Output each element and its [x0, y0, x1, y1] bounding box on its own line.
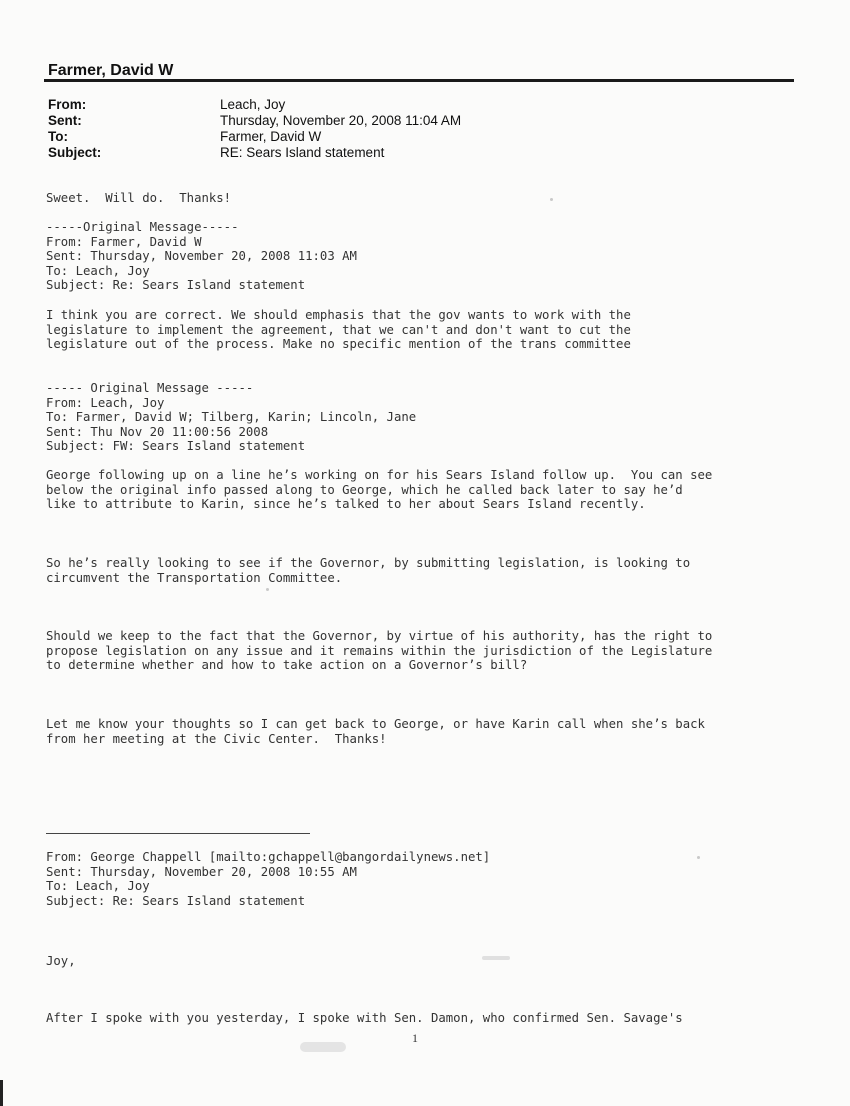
- orig2-sent: Sent: Thu Nov 20 11:00:56 2008: [46, 424, 269, 439]
- header-from-label: From:: [48, 97, 87, 112]
- page-number: 1: [412, 1031, 418, 1045]
- scan-speck: [697, 856, 700, 859]
- orig1-from: From: Farmer, David W: [46, 234, 202, 249]
- header-to-value: Farmer, David W: [220, 129, 322, 144]
- orig1-sent: Sent: Thursday, November 20, 2008 11:03 AM: [46, 249, 357, 264]
- reply-text: Sweet. Will do. Thanks!: [46, 191, 232, 205]
- header-sent-label: Sent:: [48, 113, 82, 128]
- header-sent-row: [48, 113, 461, 129]
- scan-smudge: [482, 956, 510, 960]
- header-from-value: Leach, Joy: [220, 97, 286, 112]
- orig2-para2-line: So he’s really looking to see if the Governor, by submitting legislation, is looking to: [46, 556, 691, 570]
- orig3-to: To: Leach, Joy: [46, 879, 150, 894]
- orig1-body-line: legislature out of the process. Make no specific mention of the trans committee: [46, 337, 631, 352]
- orig2-para3-line: to determine whether and how to take action on a Governor’s bill?: [46, 658, 528, 673]
- orig3-sent: Sent: Thursday, November 20, 2008 10:55 AM: [46, 864, 357, 879]
- orig2-para1-line: George following up on a line he’s working on for his Sears Island follow up. You can see: [46, 468, 713, 482]
- orig2-para3-line: Should we keep to the fact that the Governor, by virtue of his authority, has the right to: [46, 629, 713, 643]
- orig2-para4-line: Let me know your thoughts so I can get back to George, or have Karin call when she’s back: [46, 717, 705, 731]
- orig3-subject: Subject: Re: Sears Island statement: [46, 893, 306, 908]
- orig2-para1-line: below the original info passed along to George, which he called back later to say he’d: [46, 482, 683, 497]
- scan-speck: [266, 588, 269, 591]
- orig2-para2-line: circumvent the Transportation Committee.: [46, 570, 343, 585]
- orig2-from: From: Leach, Joy: [46, 395, 165, 410]
- orig1-body-line: I think you are correct. We should emphasis that the gov wants to work with the: [46, 308, 631, 322]
- orig2-subject: Subject: FW: Sears Island statement: [46, 439, 306, 454]
- orig1-divider: -----Original Message-----: [46, 220, 239, 234]
- orig1-to: To: Leach, Joy: [46, 263, 150, 278]
- separator-line: [46, 833, 310, 834]
- header-rule: [44, 79, 794, 82]
- orig2-para3-line: propose legislation on any issue and it remains within the jurisdiction of the Legislature: [46, 643, 713, 658]
- header-to-label: To:: [48, 129, 68, 144]
- header-to-row: [48, 129, 321, 145]
- orig3-greeting: Joy,: [46, 954, 76, 968]
- orig1-body-line: legislature to implement the agreement, that we can't and don't want to cut the: [46, 322, 631, 337]
- header-subject-value: RE: Sears Island statement: [220, 145, 385, 160]
- header-subject-label: Subject:: [48, 145, 102, 160]
- orig3-from: From: George Chappell [mailto:gchappell@bangordailynews.net]: [46, 850, 491, 864]
- mailbox-owner-name: Farmer, David W: [48, 62, 174, 79]
- orig2-to: To: Farmer, David W; Tilberg, Karin; Lincoln, Jane: [46, 410, 417, 425]
- orig2-divider: ----- Original Message -----: [46, 381, 254, 395]
- scan-speck: [550, 198, 553, 201]
- orig2-para4-line: from her meeting at the Civic Center. Thanks!: [46, 731, 387, 746]
- header-from-row: [48, 97, 285, 113]
- orig3-body-line: After I spoke with you yesterday, I spoke with Sen. Damon, who confirmed Sen. Savage's: [46, 1011, 683, 1025]
- scan-edge-mark: [0, 1080, 3, 1106]
- header-subject-row: [48, 145, 384, 161]
- scan-smudge: [300, 1042, 346, 1052]
- orig2-para1-line: like to attribute to Karin, since he’s talked to her about Sears Island recently.: [46, 497, 646, 512]
- orig1-subject: Subject: Re: Sears Island statement: [46, 278, 306, 293]
- header-sent-value: Thursday, November 20, 2008 11:04 AM: [220, 113, 462, 128]
